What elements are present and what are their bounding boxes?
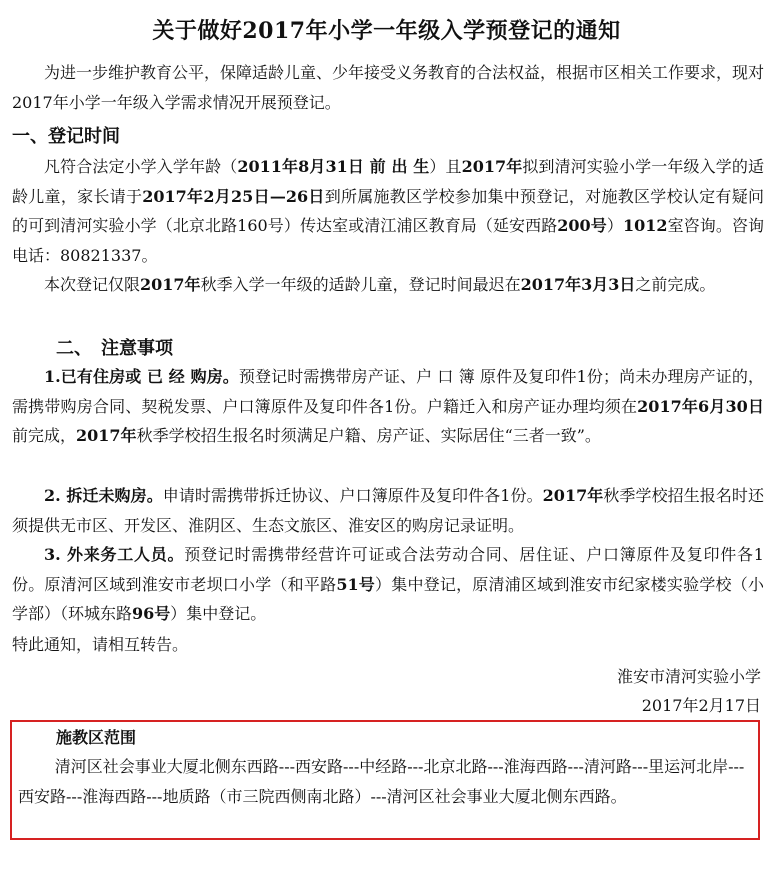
signature-date: 2017年2月17日 <box>641 696 761 715</box>
school-zone-text: 清河区社会事业大厦北侧东西路---西安路---中经路---北京北路---淮海西路---清河路---里运河北岸---西安路---淮海西路---地质路（市三院西侧南北路）---清河区社会事业大厦北侧东西路。 <box>18 757 745 806</box>
item1-paragraph: 1.已有住房或 已 经 购房。预登记时需携带房产证、户 口 簿 原件及复印件1份；尚未办理房产证的，需携带购房合同、契税发票、户口簿原件及复印件各1份。户籍迁入和房产证办理均须在2017年6月30日前完成，2017年秋季学校招生报名时须满足户籍、房产证、实际居住“三者一致”。 <box>12 367 764 445</box>
item2-paragraph: 2. 拆迁未购房。申请时需携带拆迁协议、户口簿原件及复印件各1份。2017年秋季学校招生报名时还须提供无市区、开发区、淮阴区、生态文旅区、淮安区的购房记录证明。 <box>12 486 764 535</box>
section1-heading: 一、登记时间 <box>12 126 120 147</box>
intro-paragraph: 为进一步维护教育公平，保障适龄儿童、少年接受义务教育的合法权益，根据市区相关工作要求，现对2017年小学一年级入学需求情况开展预登记。 <box>12 63 765 112</box>
page-title: 关于做好2017年小学一年级入学预登记的通知 <box>152 18 621 44</box>
section2-heading: 二、 注意事项 <box>56 338 173 359</box>
item3-paragraph: 3. 外来务工人员。预登记时需携带经营许可证或合法劳动合同、居住证、户口簿原件及复印件各1份。原清河区域到淮安市老坝口小学（和平路51号）集中登记，原清浦区域到淮安市纪家楼实验学校（小学部）（环城东路96号）集中登记。 <box>12 545 764 623</box>
school-zone-box <box>10 720 760 840</box>
signature-org: 淮安市清河实验小学 <box>616 667 761 686</box>
section1-paragraph2: 本次登记仅限2017年秋季入学一年级的适龄儿童，登记时间最迟在2017年3月3日之前完成。 <box>44 275 716 294</box>
section1-paragraph1: 凡符合法定小学入学年龄（2011年8月31日 前 出 生）且2017年拟到清河实验小学一年级入学的适龄儿童，家长请于2017年2月25日—26日到所属施教区学校参加集中预登记，对施教区学校认定有疑问的可到清河实验小学（北京北路160号）传达室或清江浦区教育局（延安西路200号）1012室咨询。咨询电话：80821337。 <box>12 157 764 265</box>
school-zone-heading: 施教区范围 <box>56 728 137 747</box>
closing-line: 特此通知，请相互转告。 <box>12 635 189 654</box>
